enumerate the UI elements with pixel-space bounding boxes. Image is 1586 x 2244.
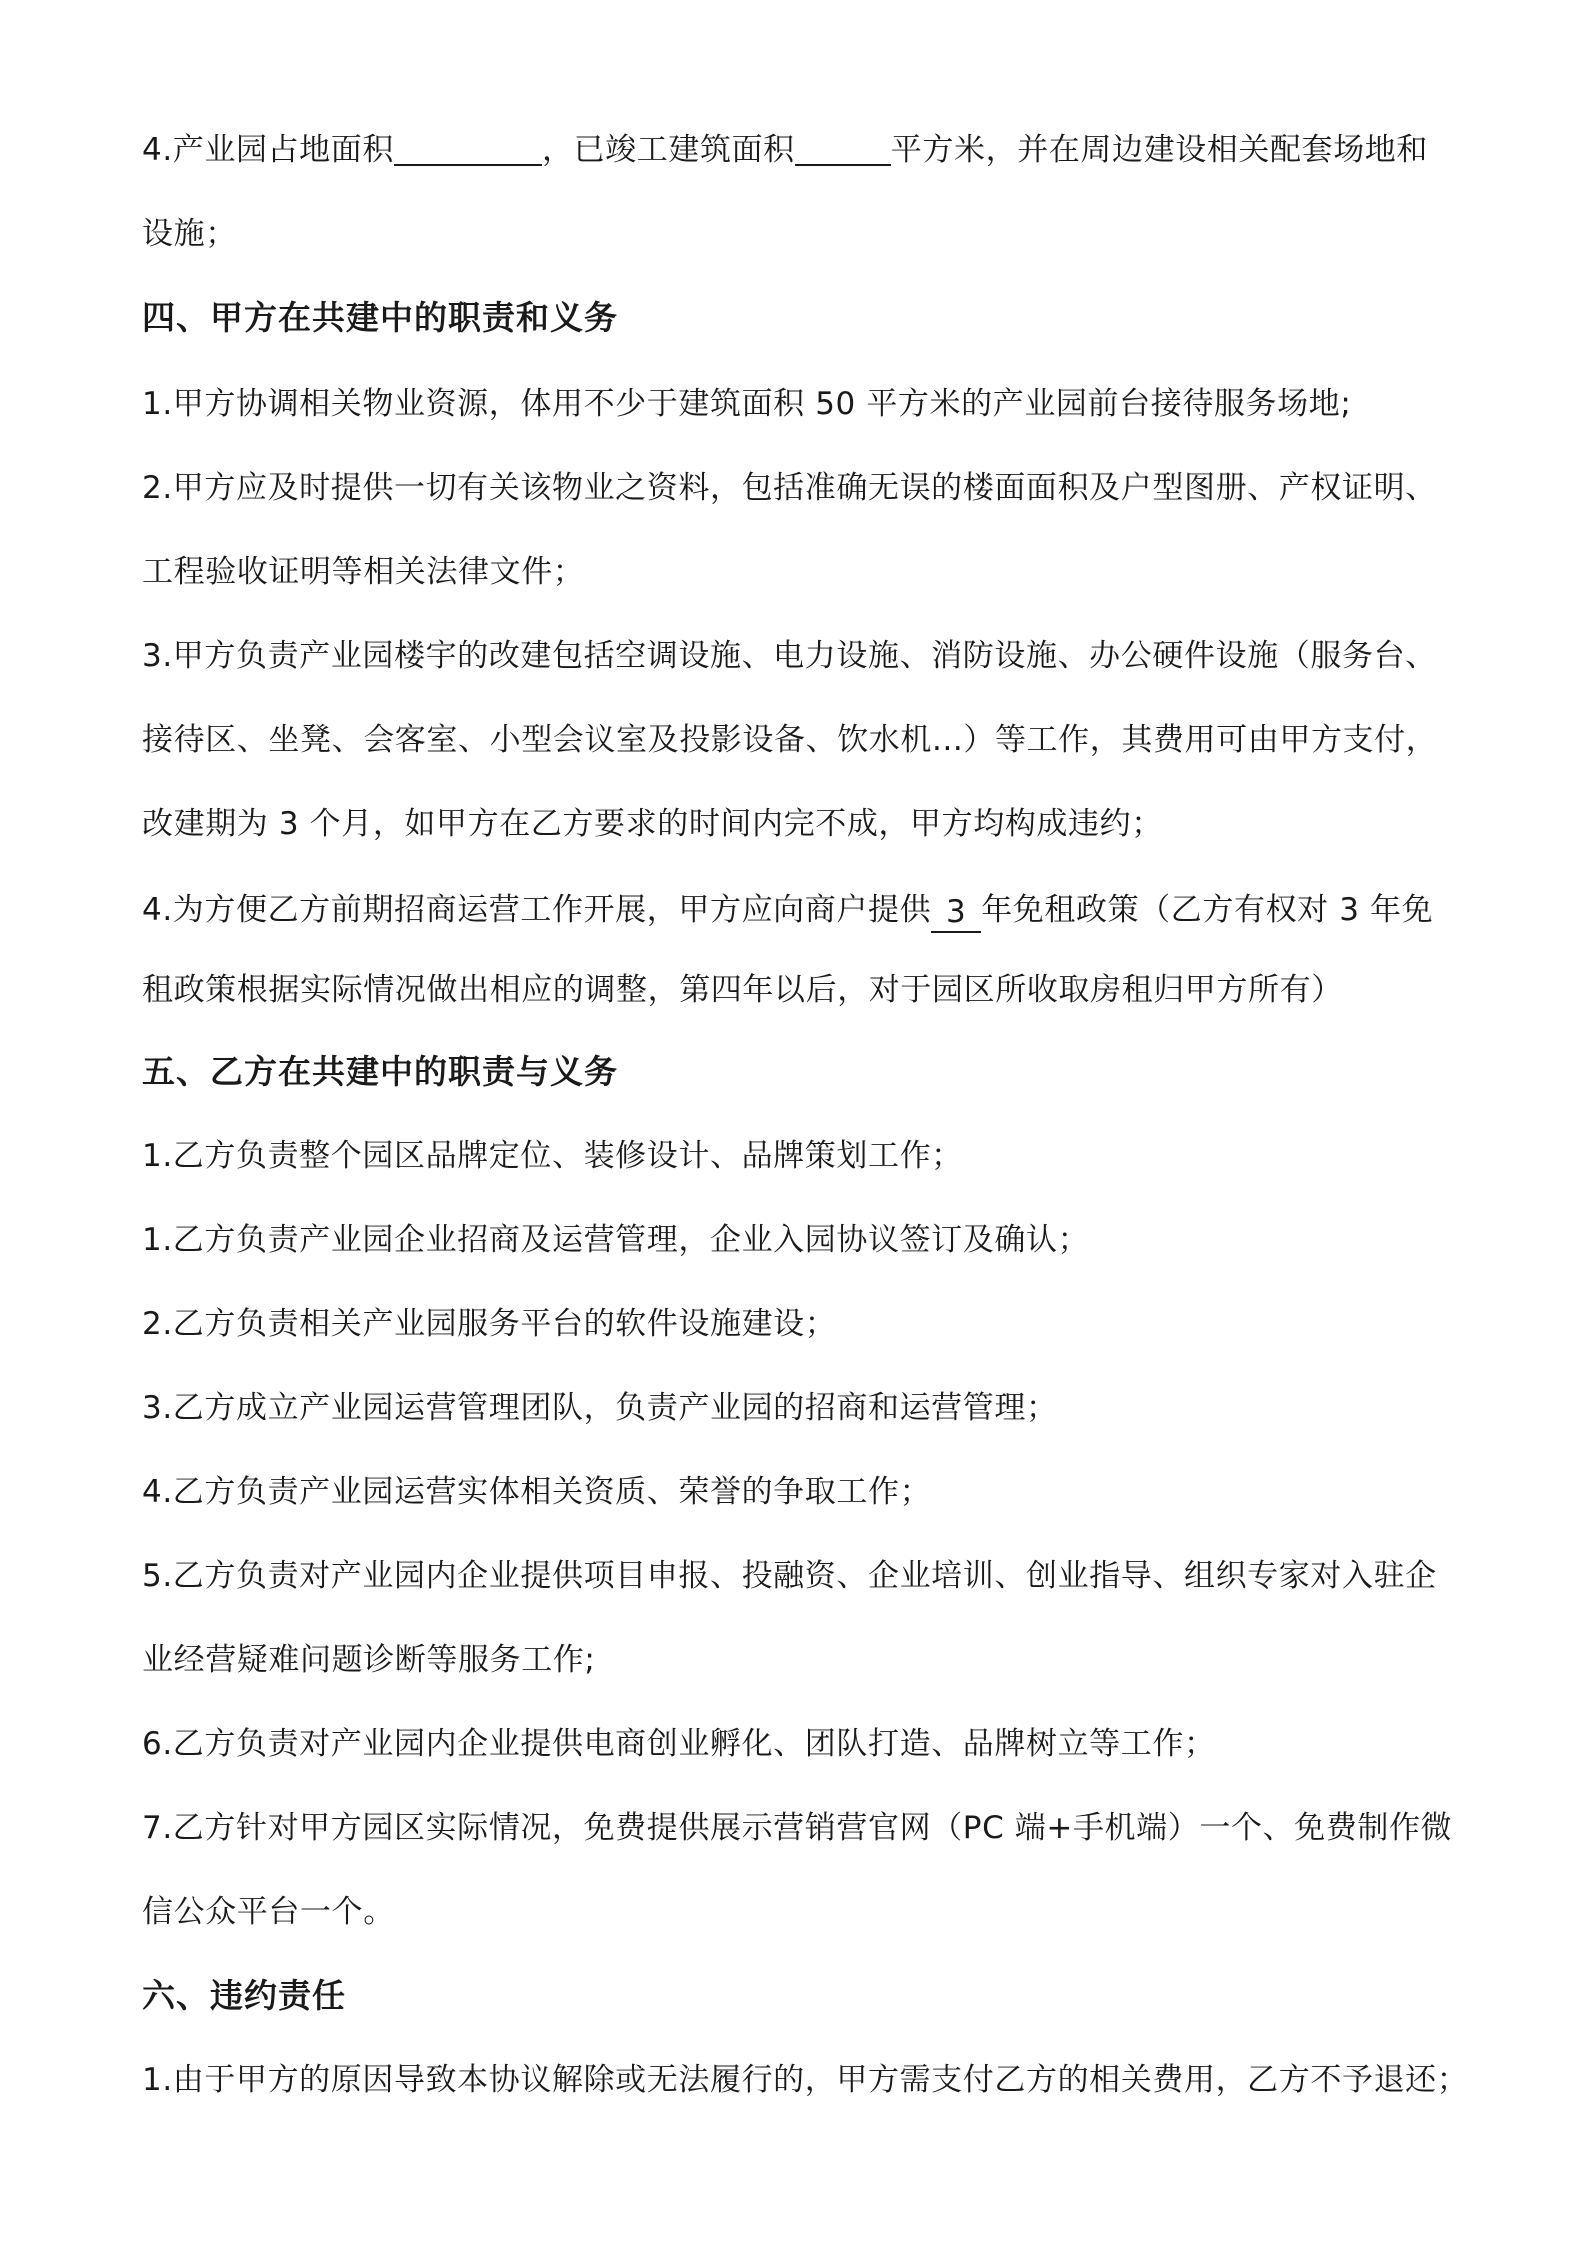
sec5-item5-line1: 5.乙方负责对产业园内企业提供项目申报、投融资、企业培训、创业指导、组织专家对入驻企 (142, 1558, 1437, 1594)
sec5-item7-line2: 信公众平台一个。 (142, 1894, 395, 1930)
land-area-blank (394, 134, 542, 166)
sec5-item-investment: 1.乙方负责产业园企业招商及运营管理，企业入园协议签订及确认； (142, 1222, 1090, 1258)
sec3-item4-suffix: 平方米，并在周边建设相关配套场地和 (890, 132, 1428, 168)
sec4-item2-line1: 2.甲方应及时提供一切有关该物业之资料，包括准确无误的楼面面积及户型图册、产权证明、 (142, 470, 1437, 506)
sec3-item4-line1 (142, 128, 1452, 172)
sec5-item6: 6.乙方负责对产业园内企业提供电商创业孵化、团队打造、品牌树立等工作； (142, 1726, 1216, 1762)
sec5-item-team: 3.乙方成立产业园运营管理团队，负责产业园的招商和运营管理； (142, 1390, 1058, 1426)
sec4-item1: 1.甲方协调相关物业资源，体用不少于建筑面积 50 平方米的产业园前台接待服务场地; (142, 386, 1352, 422)
sec4-item2-line2: 工程验收证明等相关法律文件； (142, 554, 585, 590)
section-5-heading: 五、乙方在共建中的职责与义务 (142, 1052, 618, 1091)
sec4-item3-line2: 接待区、坐凳、会客室、小型会议室及投影设备、饮水机...）等工作，其费用可由甲方支付， (142, 722, 1438, 758)
sec3-item4-prefix: 4.产业园占地面积 (142, 132, 394, 168)
sec5-item7-line1: 7.乙方针对甲方园区实际情况，免费提供展示营销营官网（PC 端+手机端）一个、免费制作微 (142, 1810, 1453, 1846)
sec5-item-software: 2.乙方负责相关产业园服务平台的软件设施建设； (142, 1306, 837, 1342)
building-area-blank (795, 134, 891, 166)
sec5-item-qualification: 4.乙方负责产业园运营实体相关资质、荣誉的争取工作； (142, 1474, 932, 1510)
sec3-item4-line2: 设施； (142, 216, 237, 252)
sec5-item5-line2: 业经营疑难问题诊断等服务工作; (142, 1642, 596, 1678)
sec4-item4-line1 (142, 888, 1452, 933)
rent-free-years-blank: 3 (931, 893, 981, 933)
sec4-item4-suffix: 年免租政策（乙方有权对 3 年免 (981, 892, 1434, 928)
sec3-item4-mid: ，已竣工建筑面积 (541, 132, 795, 168)
sec4-item3-line3: 改建期为 3 个月，如甲方在乙方要求的时间内完不成，甲方均构成违约； (142, 806, 1163, 842)
section-6-heading: 六、违约责任 (142, 1976, 346, 2015)
sec4-item4-line2: 租政策根据实际情况做出相应的调整，第四年以后，对于园区所收取房租归甲方所有） (142, 972, 1343, 1008)
sec4-item3-line1: 3.甲方负责产业园楼宇的改建包括空调设施、电力设施、消防设施、办公硬件设施（服务台、 (142, 638, 1437, 674)
sec5-item-brand: 1.乙方负责整个园区品牌定位、装修设计、品牌策划工作； (142, 1138, 963, 1174)
section-4-heading: 四、甲方在共建中的职责和义务 (142, 298, 618, 337)
sec6-item1: 1.由于甲方的原因导致本协议解除或无法履行的，甲方需支付乙方的相关费用，乙方不予退还； (142, 2062, 1469, 2098)
sec4-item4-prefix: 4.为方便乙方前期招商运营工作开展，甲方应向商户提供 (142, 892, 932, 928)
